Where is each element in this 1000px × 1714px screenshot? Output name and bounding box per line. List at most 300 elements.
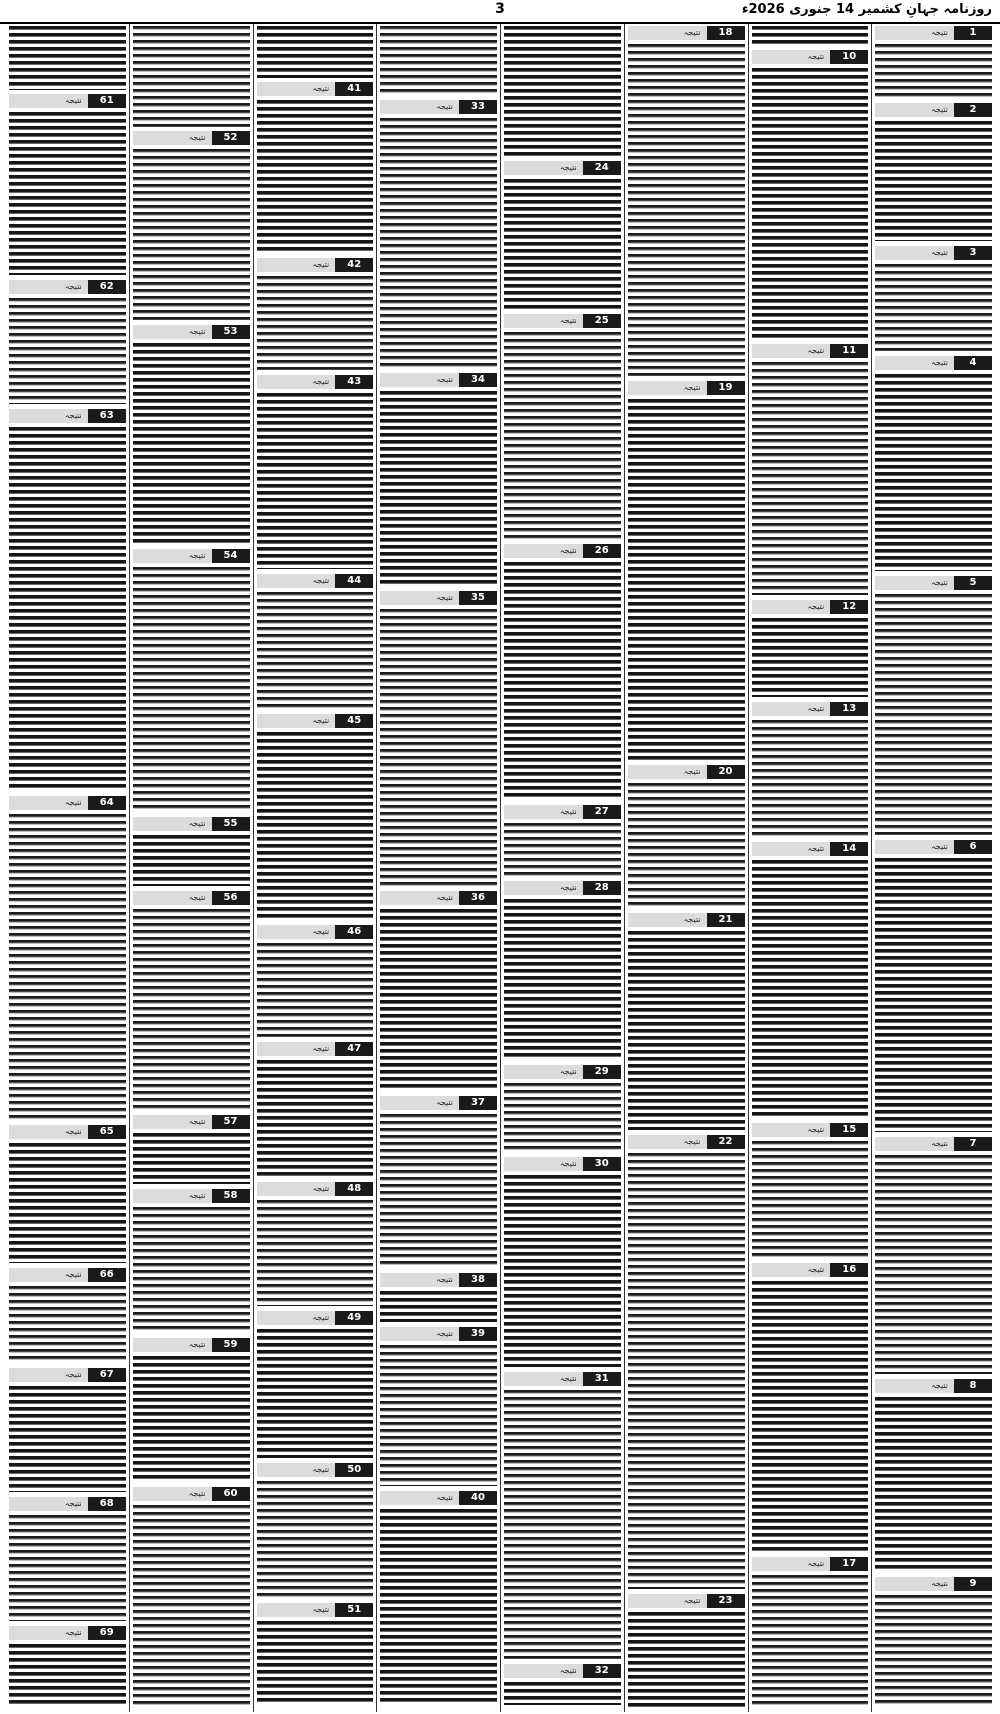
news-item-heading [133, 891, 250, 905]
continued-article-text [133, 26, 250, 127]
news-item [6, 92, 129, 278]
news-item-number: 1 [954, 26, 992, 40]
news-item-heading [9, 1368, 126, 1382]
news-item-caption: نتیجہ [312, 1184, 330, 1193]
news-item-number: 53 [212, 325, 250, 339]
news-item-heading [9, 796, 126, 810]
news-item-caption: نتیجہ [559, 1374, 577, 1383]
news-item [872, 354, 995, 574]
news-item-caption: نتیجہ [436, 893, 453, 902]
news-item-body-text [504, 1682, 621, 1705]
news-item-caption: نتیجہ [683, 383, 701, 392]
news-item-heading [752, 50, 869, 64]
news-item-heading [9, 1268, 126, 1282]
news-item [254, 923, 377, 1040]
news-item-heading [133, 131, 250, 145]
news-item-body-text [504, 562, 621, 800]
news-item-caption: نتیجہ [436, 1275, 453, 1284]
news-item [130, 1485, 253, 1709]
news-item-number: 27 [583, 805, 621, 819]
news-item [6, 794, 129, 1123]
news-item-number: 8 [954, 1379, 992, 1393]
news-item [749, 700, 872, 840]
news-item-caption: نتیجہ [64, 1499, 82, 1508]
news-item-number: 62 [88, 280, 126, 294]
news-item-caption: نتیجہ [683, 1596, 701, 1605]
news-item-number: 56 [212, 891, 250, 905]
news-item-number: 34 [459, 373, 497, 387]
news-item [501, 542, 624, 803]
news-item [6, 1624, 129, 1710]
news-item-caption: نتیجہ [188, 819, 206, 828]
news-item-body-text [504, 332, 621, 539]
news-item-body-text [257, 276, 374, 370]
news-item-body-text [257, 1200, 374, 1306]
news-item [377, 371, 500, 589]
news-item-body-text [9, 1644, 126, 1707]
news-item [254, 1601, 377, 1706]
news-item [625, 24, 748, 379]
news-item [254, 572, 377, 712]
news-item-number: 10 [830, 50, 868, 64]
news-item-body-text [257, 393, 374, 569]
news-item-caption: نتیجہ [931, 248, 948, 257]
news-item-caption: نتیجہ [807, 704, 825, 713]
news-item-heading [752, 1263, 869, 1277]
news-item-body-text [133, 1207, 250, 1333]
news-item-number: 11 [830, 344, 868, 358]
news-item-heading [257, 1182, 374, 1196]
news-item [254, 1180, 377, 1309]
news-item [254, 1461, 377, 1601]
news-item [254, 1040, 377, 1180]
news-item [377, 98, 500, 371]
news-item-number: 49 [335, 1311, 373, 1325]
news-item-heading [504, 1065, 621, 1079]
news-item-number: 35 [459, 591, 497, 605]
news-item-number: 4 [954, 356, 992, 370]
page-number: 3 [495, 1, 505, 17]
news-item-body-text [875, 858, 992, 1132]
news-item-body-text [257, 592, 374, 709]
news-item [625, 911, 748, 1133]
news-item-caption: نتیجہ [312, 576, 330, 585]
news-item-caption: نتیجہ [64, 282, 82, 291]
continued-article-text [504, 26, 621, 157]
news-item-body-text [9, 1386, 126, 1492]
news-item [501, 1662, 624, 1708]
news-item-body-text [752, 860, 869, 1118]
news-item-heading [9, 1125, 126, 1139]
news-item [749, 840, 872, 1121]
news-item-heading [504, 161, 621, 175]
news-item-heading [875, 26, 992, 40]
news-item-number: 37 [459, 1096, 497, 1110]
news-item-body-text [628, 783, 745, 908]
news-item [872, 1377, 995, 1575]
news-item-body-text [875, 374, 992, 571]
newspaper-columns [5, 24, 995, 1712]
news-item [501, 879, 624, 1063]
news-item [625, 1133, 748, 1592]
news-item-number: 52 [212, 131, 250, 145]
news-item-number: 67 [88, 1368, 126, 1382]
news-item [130, 129, 253, 323]
news-item [872, 1135, 995, 1377]
news-item-caption: نتیجہ [807, 346, 825, 355]
news-item-heading [380, 100, 497, 114]
news-item-body-text [380, 391, 497, 586]
news-item-number: 7 [954, 1137, 992, 1151]
news-item-body-text [875, 44, 992, 98]
news-item [377, 1325, 500, 1489]
news-item-caption: نتیجہ [559, 1067, 577, 1076]
news-item-number: 9 [954, 1577, 992, 1591]
continued-article-text [752, 26, 869, 46]
news-item-body-text [380, 909, 497, 1091]
news-item-number: 33 [459, 100, 497, 114]
news-item-heading [752, 344, 869, 358]
news-item-heading [628, 1594, 745, 1608]
news-item [749, 48, 872, 342]
news-item-number: 41 [335, 82, 373, 96]
news-item-number: 63 [88, 409, 126, 423]
news-item-number: 43 [335, 375, 373, 389]
news-item-body-text [133, 567, 250, 812]
news-item-body-text [257, 100, 374, 253]
news-item [749, 342, 872, 598]
news-item [501, 1063, 624, 1155]
news-item-body-text [752, 362, 869, 595]
news-item [130, 323, 253, 547]
news-item-caption: نتیجہ [436, 375, 453, 384]
news-item-number: 26 [583, 544, 621, 558]
news-item-caption: نتیجہ [559, 807, 577, 816]
news-item-body-text [752, 1575, 869, 1705]
news-item-heading [504, 544, 621, 558]
news-item [749, 1261, 872, 1555]
news-item-body-text [875, 1595, 992, 1704]
news-item-heading [133, 549, 250, 563]
news-item-heading [9, 1497, 126, 1511]
news-item-caption: نتیجہ [931, 1381, 948, 1390]
news-item [377, 1489, 500, 1707]
news-item-caption: نتیجہ [312, 377, 330, 386]
news-item-heading [875, 1379, 992, 1393]
news-item-caption: نتیجہ [436, 1493, 453, 1502]
news-item-number: 38 [459, 1273, 497, 1287]
news-item-heading [752, 702, 869, 716]
news-item-number: 48 [335, 1182, 373, 1196]
news-item-heading [133, 1487, 250, 1501]
news-item-number: 12 [830, 600, 868, 614]
news-item-heading [380, 373, 497, 387]
news-item-heading [875, 1577, 992, 1591]
news-item [377, 1271, 500, 1325]
news-item-caption: نتیجہ [931, 578, 948, 587]
news-item-body-text [380, 1114, 497, 1268]
news-item [130, 1336, 253, 1485]
news-item-heading [504, 1157, 621, 1171]
news-item [872, 838, 995, 1135]
news-item-body-text [257, 943, 374, 1037]
news-item-number: 39 [459, 1327, 497, 1341]
news-item-caption: نتیجہ [436, 1329, 453, 1338]
news-item-number: 58 [212, 1189, 250, 1203]
news-item-number: 65 [88, 1125, 126, 1139]
news-item-caption: نتیجہ [312, 1465, 330, 1474]
news-item-heading [257, 574, 374, 588]
news-item-number: 5 [954, 576, 992, 590]
news-item-body-text [628, 1612, 745, 1707]
news-item-body-text [133, 835, 250, 886]
news-item-caption: نتیجہ [312, 1044, 330, 1053]
news-item-number: 16 [830, 1263, 868, 1277]
news-item-heading [875, 246, 992, 260]
news-item-caption: نتیجہ [64, 96, 82, 105]
news-item-heading [875, 576, 992, 590]
news-item-caption: نتیجہ [312, 84, 330, 93]
news-item-caption: نتیجہ [188, 1489, 206, 1498]
news-item-body-text [257, 732, 374, 920]
news-item-caption: نتیجہ [559, 546, 577, 555]
news-item-caption: نتیجہ [188, 133, 206, 142]
news-item-heading [380, 591, 497, 605]
news-item-caption: نتیجہ [64, 1370, 82, 1379]
news-item-heading [133, 1189, 250, 1203]
news-item-heading [257, 82, 374, 96]
news-item-body-text [752, 618, 869, 697]
news-item-number: 40 [459, 1491, 497, 1505]
news-item-number: 29 [583, 1065, 621, 1079]
news-item [6, 407, 129, 794]
news-item-number: 60 [212, 1487, 250, 1501]
news-item-body-text [752, 68, 869, 339]
news-item-body-text [752, 1141, 869, 1258]
news-item-heading [257, 714, 374, 728]
news-item-heading [133, 325, 250, 339]
news-item-caption: نتیجہ [683, 915, 701, 924]
news-item-heading [628, 26, 745, 40]
news-item-caption: نتیجہ [807, 1559, 825, 1568]
news-item-number: 24 [583, 161, 621, 175]
news-item-heading [875, 356, 992, 370]
news-item-heading [875, 1137, 992, 1151]
news-item [625, 763, 748, 911]
news-item-heading [133, 1338, 250, 1352]
news-item [625, 379, 748, 763]
masthead-date: روزنامہ جہانِ کشمیر 14 جنوری 2026ء [741, 2, 992, 17]
news-column [6, 24, 129, 1712]
news-item-body-text [9, 298, 126, 404]
news-item-number: 66 [88, 1268, 126, 1282]
news-item-heading [752, 842, 869, 856]
news-column [624, 24, 748, 1712]
news-item-caption: نتیجہ [188, 1117, 206, 1126]
news-item-number: 31 [583, 1372, 621, 1386]
news-item [501, 1155, 624, 1370]
news-item [377, 1094, 500, 1271]
news-item [501, 1370, 624, 1662]
news-item-body-text [628, 399, 745, 760]
news-item-number: 2 [954, 103, 992, 117]
news-item-caption: نتیجہ [436, 1098, 453, 1107]
news-item-body-text [380, 1509, 497, 1704]
news-item-caption: نتیجہ [807, 52, 825, 61]
news-item-heading [380, 1096, 497, 1110]
news-item [254, 373, 377, 572]
news-item-heading [9, 409, 126, 423]
news-item-number: 68 [88, 1497, 126, 1511]
news-item-body-text [628, 44, 745, 376]
news-item-body-text [504, 179, 621, 309]
news-item [872, 1575, 995, 1707]
news-item-number: 21 [707, 913, 745, 927]
news-item-caption: نتیجہ [312, 927, 330, 936]
news-item-heading [752, 600, 869, 614]
news-item-number: 59 [212, 1338, 250, 1352]
news-item [6, 1366, 129, 1495]
news-item-heading [628, 381, 745, 395]
news-item-body-text [504, 1175, 621, 1367]
news-item-number: 36 [459, 891, 497, 905]
news-item-body-text [628, 1153, 745, 1589]
news-item-body-text [628, 931, 745, 1130]
news-item-heading [133, 817, 250, 831]
news-item-heading [875, 103, 992, 117]
news-item [6, 1123, 129, 1266]
page-header [0, 0, 1000, 24]
news-item-number: 42 [335, 258, 373, 272]
news-item-number: 28 [583, 881, 621, 895]
news-item-caption: نتیجہ [312, 1605, 330, 1614]
news-item-body-text [504, 1390, 621, 1659]
news-item-heading [628, 913, 745, 927]
news-item-number: 14 [830, 842, 868, 856]
news-item-body-text [380, 1291, 497, 1322]
news-item [6, 278, 129, 407]
news-item-caption: نتیجہ [683, 767, 701, 776]
news-item-heading [257, 1603, 374, 1617]
news-item-body-text [133, 1505, 250, 1706]
news-item-body-text [875, 264, 992, 351]
news-item-caption: نتیجہ [312, 1313, 330, 1322]
news-column [253, 24, 377, 1712]
news-item-number: 3 [954, 246, 992, 260]
news-item-caption: نتیجہ [188, 327, 206, 336]
news-item-caption: نتیجہ [559, 1159, 577, 1168]
news-item [254, 1309, 377, 1461]
news-item-heading [504, 881, 621, 895]
news-item-caption: نتیجہ [64, 1127, 82, 1136]
news-item [130, 1113, 253, 1187]
news-item-body-text [257, 1060, 374, 1177]
news-item [501, 312, 624, 542]
news-item-number: 64 [88, 796, 126, 810]
news-item-caption: نتیجہ [559, 316, 577, 325]
news-item-number: 45 [335, 714, 373, 728]
news-item [872, 24, 995, 101]
news-item [749, 1121, 872, 1261]
news-item-number: 13 [830, 702, 868, 716]
news-item-heading [9, 280, 126, 294]
news-item [254, 712, 377, 923]
news-item-body-text [875, 1155, 992, 1374]
news-item-caption: نتیجہ [188, 1191, 206, 1200]
news-item [6, 1495, 129, 1624]
news-item-caption: نتیجہ [559, 883, 577, 892]
news-item-heading [257, 1042, 374, 1056]
news-item-heading [257, 1463, 374, 1477]
news-item-heading [628, 1135, 745, 1149]
news-item-number: 25 [583, 314, 621, 328]
news-item [872, 574, 995, 838]
news-item-caption: نتیجہ [683, 1137, 701, 1146]
news-item-caption: نتیجہ [559, 1666, 577, 1675]
news-item-caption: نتیجہ [559, 163, 577, 172]
news-item-caption: نتیجہ [436, 102, 453, 111]
news-item [6, 1266, 129, 1366]
news-item-number: 15 [830, 1123, 868, 1137]
news-item [377, 589, 500, 889]
news-item-body-text [752, 1281, 869, 1552]
news-item-number: 50 [335, 1463, 373, 1477]
news-item-heading [9, 1626, 126, 1640]
news-item-number: 57 [212, 1115, 250, 1129]
news-item-caption: نتیجہ [64, 1628, 82, 1637]
news-item-number: 6 [954, 840, 992, 854]
news-item-caption: نتیجہ [436, 593, 453, 602]
news-item [501, 159, 624, 312]
news-item-body-text [9, 1515, 126, 1621]
continued-article-text [257, 26, 374, 78]
news-item [749, 598, 872, 700]
news-item-heading [628, 765, 745, 779]
news-item-heading [257, 258, 374, 272]
news-item [501, 803, 624, 879]
news-item-caption: نتیجہ [931, 1579, 948, 1588]
news-item-body-text [9, 112, 126, 275]
news-item-number: 23 [707, 1594, 745, 1608]
news-item-caption: نتیجہ [312, 260, 330, 269]
news-item-heading [257, 925, 374, 939]
news-item-number: 61 [88, 94, 126, 108]
news-item [130, 889, 253, 1113]
news-item-body-text [380, 609, 497, 886]
news-item-caption: نتیجہ [931, 28, 948, 37]
news-item-number: 46 [335, 925, 373, 939]
news-item-body-text [504, 899, 621, 1060]
news-item-body-text [875, 594, 992, 835]
news-item-number: 55 [212, 817, 250, 831]
news-item-heading [504, 1664, 621, 1678]
news-item-number: 20 [707, 765, 745, 779]
news-item-caption: نتیجہ [312, 716, 330, 725]
news-item-heading [504, 1372, 621, 1386]
news-item [130, 1187, 253, 1336]
news-item [872, 101, 995, 244]
news-item-number: 32 [583, 1664, 621, 1678]
news-item-caption: نتیجہ [931, 842, 948, 851]
news-item-body-text [875, 1397, 992, 1572]
news-item-heading [380, 1327, 497, 1341]
news-item-number: 18 [707, 26, 745, 40]
news-item-heading [752, 1123, 869, 1137]
news-item-body-text [257, 1621, 374, 1703]
news-item-body-text [9, 814, 126, 1120]
news-item-caption: نتیجہ [188, 893, 206, 902]
news-item-heading [9, 94, 126, 108]
